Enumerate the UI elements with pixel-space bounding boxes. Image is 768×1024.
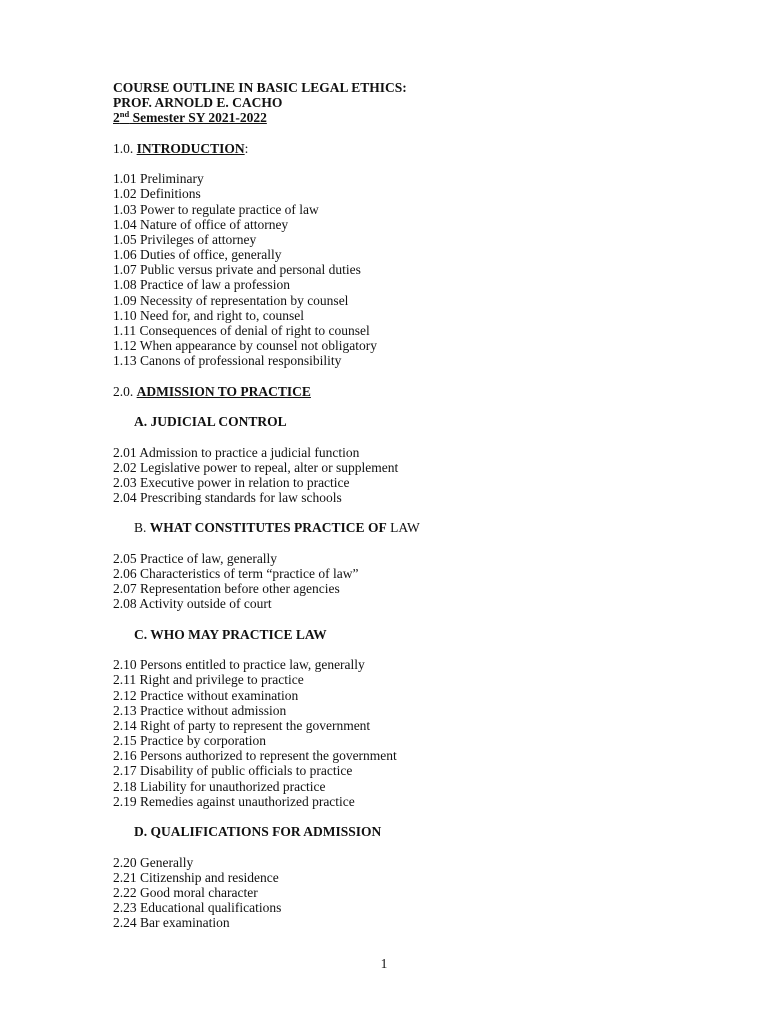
list-item: 2.17 Disability of public officials to practice <box>113 763 353 779</box>
subsection-heading-who-may-practice <box>113 627 713 642</box>
section-number: 1.0. <box>113 140 137 156</box>
section-heading-admission <box>113 384 713 399</box>
list-item: 1.02 Definitions <box>113 186 201 202</box>
qualifications-list <box>113 855 713 931</box>
document-body <box>113 80 713 931</box>
list-item: 2.18 Liability for unauthorized practice <box>113 778 326 794</box>
list-item: 2.06 Characteristics of term “practice of law” <box>113 566 359 581</box>
list-item: 2.04 Prescribing standards for law schools <box>113 490 342 506</box>
section-heading-introduction <box>113 141 713 156</box>
subsection-heading-qualifications <box>113 824 713 839</box>
list-item: 1.03 Power to regulate practice of law <box>113 201 319 217</box>
list-item: 2.13 Practice without admission <box>113 702 287 718</box>
list-item: 2.14 Right of party to represent the government <box>113 717 371 733</box>
list-item: 2.21 Citizenship and residence <box>113 869 279 885</box>
list-item: 2.15 Practice by corporation <box>113 733 266 749</box>
page-number: 1 <box>380 956 388 971</box>
list-item: 2.19 Remedies against unauthorized practice <box>113 793 355 809</box>
list-item: 1.06 Duties of office, generally <box>113 247 282 263</box>
list-item: 1.13 Canons of professional responsibility <box>113 353 342 369</box>
list-item: 1.05 Privileges of attorney <box>113 231 257 247</box>
list-item: 2.23 Educational qualifications <box>113 900 282 916</box>
list-item: 2.02 Legislative power to repeal, alter or supplement <box>113 459 399 475</box>
subsection-title: QUALIFICATIONS FOR ADMISSION <box>150 824 382 840</box>
subsection-letter: B. <box>134 520 147 536</box>
section-title: INTRODUCTION <box>136 140 245 156</box>
list-item: 1.10 Need for, and right to, counsel <box>113 307 305 323</box>
list-item: 2.20 Generally <box>113 854 194 870</box>
list-item: 2.07 Representation before other agencies <box>113 581 340 597</box>
section-suffix: : <box>244 140 249 156</box>
list-item: 2.24 Bar examination <box>113 915 230 931</box>
introduction-list <box>113 171 713 368</box>
judicial-control-list <box>113 445 713 506</box>
subsection-heading-judicial-control <box>113 414 713 429</box>
subsection-letter: D. <box>134 824 148 840</box>
list-item: 2.16 Persons authorized to represent the government <box>113 748 397 764</box>
practice-of-law-list <box>113 551 713 612</box>
subsection-letter: A. <box>134 414 148 430</box>
subsection-title: JUDICIAL CONTROL <box>150 414 287 430</box>
list-item: 1.04 Nature of office of attorney <box>113 216 289 232</box>
list-item: 2.05 Practice of law, generally <box>113 550 278 566</box>
list-item: 2.22 Good moral character <box>113 884 258 900</box>
list-item: 1.11 Consequences of denial of right to counsel <box>113 323 370 338</box>
professor-name: PROF. ARNOLD E. CACHO <box>113 95 283 111</box>
list-item: 1.08 Practice of law a profession <box>113 277 290 293</box>
section-number: 2.0. <box>113 383 137 399</box>
semester-text: Semester SY 2021-2022 <box>129 110 267 126</box>
list-item: 2.01 Admission to practice a judicial function <box>113 444 360 460</box>
list-item: 2.11 Right and privilege to practice <box>113 672 304 688</box>
subsection-title: WHAT CONSTITUTES PRACTICE OF <box>149 520 387 536</box>
subsection-heading-practice-of-law <box>113 520 713 535</box>
subsection-title: WHO MAY PRACTICE LAW <box>150 626 327 642</box>
list-item: 1.01 Preliminary <box>113 171 204 187</box>
semester-ordinal: nd <box>119 109 130 120</box>
course-title: COURSE OUTLINE IN BASIC LEGAL ETHICS: <box>113 80 407 95</box>
subsection-title-tail: LAW <box>386 520 420 536</box>
list-item: 2.12 Practice without examination <box>113 687 299 703</box>
list-item: 2.08 Activity outside of court <box>113 596 272 612</box>
subsection-letter: C. <box>134 626 148 642</box>
list-item: 1.07 Public versus private and personal duties <box>113 262 361 278</box>
list-item: 2.10 Persons entitled to practice law, generally <box>113 657 365 673</box>
list-item: 1.09 Necessity of representation by counsel <box>113 292 349 308</box>
semester-line <box>113 110 713 125</box>
list-item: 1.12 When appearance by counsel not obligatory <box>113 338 378 354</box>
section-title: ADMISSION TO PRACTICE <box>136 383 311 399</box>
who-may-practice-list <box>113 657 713 809</box>
list-item: 2.03 Executive power in relation to practice <box>113 474 350 490</box>
semester-number: 2 <box>113 110 120 126</box>
